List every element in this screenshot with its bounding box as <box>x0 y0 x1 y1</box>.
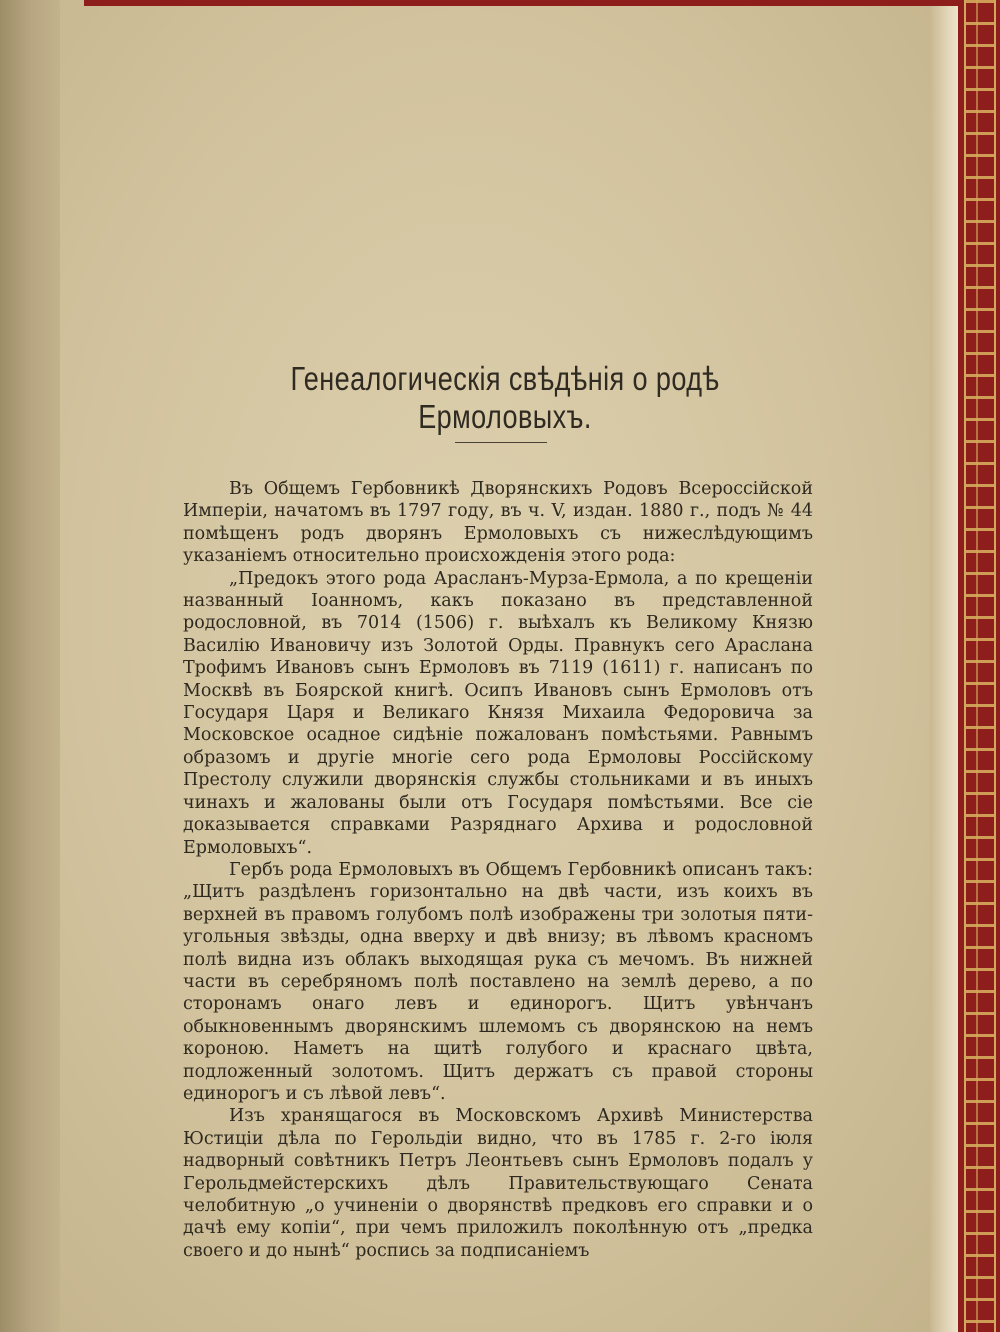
title-divider <box>455 442 547 443</box>
cover-top-edge <box>84 0 1000 6</box>
page-title: Генеалогическія свѣдѣнія о родѣ Ермоловыхъ. <box>290 360 720 435</box>
cover-ornament <box>966 0 994 1332</box>
page-body <box>183 478 813 1262</box>
paragraph-intro: Въ Общемъ Гербовникѣ Дворянскихъ Родовъ Всероссійской Имперіи, начатомъ въ 1797 году, въ ч. V, издан. 1880 г., подъ № 44 помѣщенъ родъ дворянъ Ермоловыхъ съ нижеслѣдующимъ указаніемъ относительно происхожденія этого рода: <box>183 479 813 567</box>
paragraph-archive: Изъ хранящагося въ Московскомъ Архивѣ Министерства Юстиціи дѣла по Герольдіи видно, что въ 1785 г. 2-го іюля надворный совѣтникъ Петръ Леонтьевъ сынъ Ермоловъ подалъ у Герольдмейстерскихъ дѣлъ Правительствующаго Сената челобитную „о учиненіи о дворянствѣ предковъ его справки и о дачѣ ему копіи“, при чемъ приложилъ поколѣнную отъ „предка своего и до нынѣ“ роспись за подписаніемъ <box>183 1106 813 1261</box>
cover-gilt-line <box>994 0 996 1332</box>
paragraph-coat-of-arms: Гербъ рода Ермоловыхъ въ Общемъ Гербовникѣ описанъ такъ: „Щитъ раздѣленъ горизонтально на двѣ части, изъ коихъ въ верхней въ правомъ голубомъ полѣ изображены три золотыя пяти-угольныя звѣзды, одна вверху и двѣ внизу; въ лѣвомъ красномъ полѣ видна изъ облакъ выходящая рука съ мечомъ. Въ нижней части въ серебряномъ полѣ поставлено на землѣ дерево, а по сторонамъ онаго левъ и единорогъ. Щитъ увѣнчанъ обыкновеннымъ дворянскимъ шлемомъ съ дворянскою на немъ короною. Наметъ на щитѣ голубого и краснаго цвѣта, подложенный золотомъ. Щитъ держатъ съ правой стороны единорогъ и съ лѣвой левъ“. <box>183 859 813 1104</box>
book-cover-edge <box>958 0 1000 1332</box>
paragraph-quote-origin: „Предокъ этого рода Араcланъ-Мурза-Ермола, а по крещеніи названный Іоанномъ, какъ показано въ представленной родословной, въ 7014 (1506) г. выѣхалъ къ Великому Князю Василію Ивановичу изъ Золотой Орды. Правнукъ сего Арaслана Трофимъ Ивановъ сынъ Ермоловъ въ 7119 (1611) г. написанъ по Москвѣ въ Боярской книгѣ. Осипъ Ивановъ сынъ Ермоловъ отъ Государя Царя и Великаго Князя Михаила Федоровича за Московское осадное сидѣніе пожалованъ помѣстьями. Равнымъ образомъ и другіе многіе сего рода Ермоловы Россійскому Престолу служили дворянскія службы стольниками и въ иныхъ чинахъ и жалованы были отъ Государя помѣстьями. Все сіе доказывается справками Разряднаго Архива и родословной Ермоловыхъ“. <box>183 568 813 858</box>
page-fore-edge <box>930 0 960 1332</box>
